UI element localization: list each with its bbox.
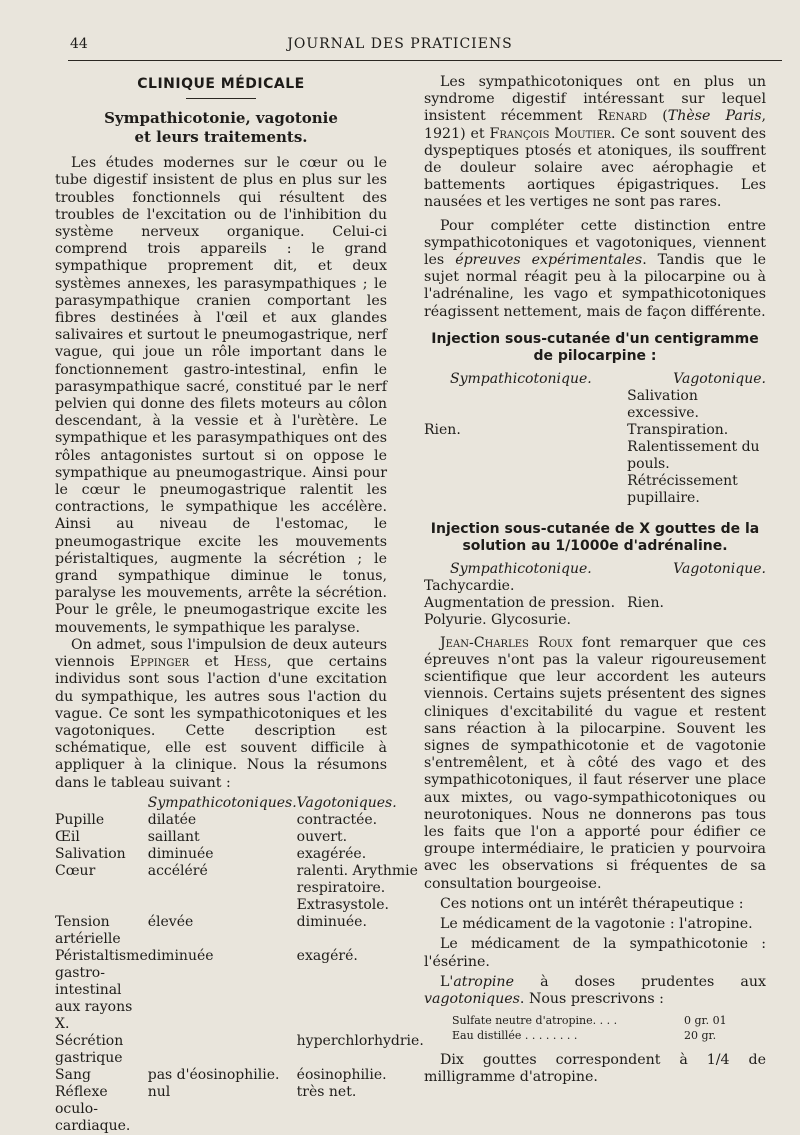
row-label: Tension artérielle: [55, 913, 121, 947]
paragraph: Le médicament de la vagotonie : l'atropine.: [440, 916, 753, 933]
reaction-line: Tachycardie.: [424, 577, 515, 594]
text-run: On admet, sous l'impulsion de deux auteurs viennois: [55, 636, 387, 671]
citation: Thèse Paris: [667, 108, 762, 125]
table-header-row: [424, 561, 766, 578]
adrenaline-heading: Injection sous-cutanée de X gouttes de la solution au 1/1000e d'adrénaline.: [430, 520, 760, 554]
reaction-line: Rétrécissement pupillaire.: [627, 472, 738, 506]
emphasis: vagotoniques: [424, 990, 520, 1007]
cell: Rien.: [424, 421, 461, 438]
text-run: . Tandis que le sujet normal réagit peu à la pilocarpine ou à l'adrénaline, les vago et sympathicotoniques réagissent nettement, mais de façon différente.: [424, 252, 766, 320]
paragraph: [55, 637, 387, 792]
row-label: Salivation: [55, 845, 126, 862]
cell: éosinophilie.: [296, 1066, 387, 1083]
paragraph: Le médicament de la sympathicotonie : l'ésérine.: [424, 936, 766, 970]
column-header: Sympathicotonique.: [450, 370, 592, 387]
cell: exagérée.: [296, 845, 367, 862]
row-label: Sang: [55, 1066, 91, 1083]
reaction-line: Augmentation de pression.: [424, 594, 616, 611]
table-header-row: [55, 795, 424, 812]
author-name: Hess: [233, 654, 268, 671]
paragraph: [424, 635, 766, 893]
text-run: L': [440, 973, 454, 990]
cell: dilatée: [147, 811, 197, 828]
column-header: Vagotonique.: [673, 370, 766, 387]
column-header: Vagotonique.: [673, 560, 766, 577]
prescription-line: [452, 1029, 727, 1042]
cell: très net.: [296, 1083, 357, 1100]
table-row: [55, 948, 424, 1033]
emphasis: épreuves expérimentales: [455, 252, 643, 269]
text-run: , 1921) et: [424, 108, 766, 142]
cell: pas d'éosinophilie.: [147, 1066, 280, 1083]
table-row: [55, 863, 424, 914]
reaction-line: Salivation excessive.: [627, 387, 699, 421]
table-row: [424, 578, 766, 629]
row-label: Pupille: [55, 811, 105, 828]
row-label: Sécrétion gastrique: [55, 1032, 124, 1066]
column-header: Sympathicotonique.: [450, 560, 592, 577]
table-row: [55, 914, 424, 948]
cell: Rien.: [627, 594, 664, 611]
prescription: [450, 1012, 729, 1044]
article-title-line-1: Sympathicotonie, vagotonie: [104, 109, 338, 128]
cell: ouvert.: [296, 828, 348, 845]
right-column: [424, 74, 766, 1087]
reaction-line: Polyurie. Glycosurie.: [424, 611, 571, 628]
author-name: Jean-Charles Roux: [440, 634, 573, 651]
text-run: font remarquer que ces épreuves n'ont pas la valeur rigoureusement scientifique que leur accordent les auteurs viennois. Certains sujets présentent des signes cliniques d'excitabilité du vague et restent sans réaction à la pilocarpine. Souvent les signes de sympathicotonie et de vagotonie s'entremêlent, et à côté des vago et des sympathicotoniques, il faut réserver une place aux mixtes, ou vago-sympathicotoniques ou neurotoniques. Nous ne donnerons pas tous les faits que l'on a apporté pour édifier ce groupe intermédiaire, le praticien y pourvoira avec les observations si fréquentes de sa consultation bourgeoise.: [424, 634, 766, 892]
row-label: Réflexe oculo-cardiaque.: [55, 1083, 131, 1134]
row-label: Cœur: [55, 862, 96, 879]
paragraph: Ces notions ont un intérêt thérapeutique :: [440, 895, 744, 912]
text-run: Les sympathicotoniques ont en plus un syndrome digestif intéressant sur lequel insistent récemment: [424, 74, 766, 125]
author-name: François Moutier: [489, 125, 612, 142]
text-run: (: [647, 108, 668, 125]
cell: élevée: [147, 913, 194, 930]
table-row: [55, 1067, 424, 1084]
ingredient: Sulfate neutre d'atropine. . . .: [452, 1014, 618, 1028]
section-rule: [186, 98, 256, 99]
running-header: JOURNAL DES PRATICIENS: [287, 36, 513, 52]
paragraph: [424, 974, 766, 1008]
left-column: [55, 76, 424, 1135]
cell: ralenti. Arythmie respiratoire. Extrasystole.: [296, 862, 418, 913]
cell: accéléré: [147, 862, 208, 879]
text-run: Pour compléter cette distinction entre sympathicotoniques et vagotoniques, viennent les: [424, 217, 766, 269]
table-row: [55, 812, 424, 829]
emphasis: atropine: [453, 973, 514, 990]
article-title: [55, 109, 387, 147]
text-run: et: [189, 654, 234, 671]
cell: diminuée: [147, 845, 214, 862]
cell: exagéré.: [296, 947, 358, 964]
text-run: , que certains individus sont sous l'action d'une excitation du sympathique, les autres sous l'action du vague. Ce sont les sympathicotoniques et les vagotoniques. Cette description est schématique, elle est souvent difficile à appliquer à la clinique. Nous la résumons dans le tableau suivant :: [55, 654, 387, 791]
paragraph: Les études modernes sur le cœur ou le tube digestif insistent de plus en plus sur les troubles fonctionnels qui résultent des troubles de l'excitation ou de l'inhibition du système nerveux organique. Celui-ci comprend trois appareils : le grand sympathique proprement dit, et deux systèmes annexes, les parasympathiques ; le parasympathique cranien comportant les fibres destinées à l'œil et aux glandes salivaires et surtout le pneumogastrique, nerf vague, qui joue un rôle important dans le fonctionnement gastro-intestinal, enfin le parasympathique sacré, constitué par le nerf pelvien qui donne des filets moteurs au côlon descendant, à la vessie et à l'urètère. Le sympathique et les parasympathiques ont des rôles antagonistes surtout si on oppose le sympathique au pneumogastrique. Ainsi pour le cœur le pneumogastrique ralentit les contractions, le sympathique les accélère. Ainsi au niveau de l'estomac, le pneumogastrique excite les mouvements péristaltiques, augmente la sécrétion ; le grand sympathique diminue le tonus, paralyse les mouvements, arrête la sécrétion. Pour le grêle, le pneumogastrique excite les mouvements, le sympathique les paralyse.: [55, 155, 387, 636]
cell: diminuée: [147, 947, 214, 964]
section-heading: CLINIQUE MÉDICALE: [137, 76, 305, 92]
comparison-table: [55, 795, 424, 1135]
cell: nul: [147, 1083, 171, 1100]
prescription-line: [452, 1014, 727, 1027]
table-row: [55, 1033, 424, 1067]
pilocarpine-table: [424, 371, 766, 507]
cell: [424, 578, 627, 629]
author-name: Renard: [597, 108, 648, 125]
page-number: 44: [70, 36, 88, 52]
table-header-row: [424, 371, 766, 388]
pilocarpine-heading: Injection sous-cutanée d'un centigramme de pilocarpine :: [431, 330, 759, 364]
text-run: . Ce sont souvent des dyspeptiques ptosés et atoniques, ils souffrent de douleur solaire avec aérophagie et battements aortiques épigastriques. Les nausées et les vertiges ne sont pas rares.: [424, 125, 766, 211]
cell: [148, 1033, 297, 1067]
author-name: Eppinger: [129, 654, 190, 671]
cell: hyperchlorhydrie.: [296, 1032, 424, 1049]
cell: [627, 388, 766, 507]
paragraph: [424, 74, 766, 212]
column-header: Vagotoniques.: [296, 794, 397, 811]
ingredient: Eau distillée . . . . . . . .: [452, 1029, 578, 1043]
row-label: Péristaltisme gastro-intestinal aux rayons X.: [55, 947, 148, 1032]
cell: saillant: [147, 828, 200, 845]
paragraph: Dix gouttes correspondent à 1/4 de milligramme d'atropine.: [424, 1052, 766, 1086]
table-row: [55, 846, 424, 863]
reaction-line: Transpiration.: [627, 421, 729, 438]
text-run: à doses prudentes aux: [513, 973, 766, 990]
paragraph: [424, 218, 766, 321]
table-row: [424, 388, 766, 507]
cell: diminuée.: [296, 913, 367, 930]
article-title-line-2: et leurs traitements.: [134, 128, 308, 147]
cell: contractée.: [296, 811, 378, 828]
header-rule: [68, 60, 782, 61]
adrenaline-table: [424, 561, 766, 629]
reaction-line: Ralentissement du pouls.: [627, 438, 760, 472]
dose: 0 gr. 01: [684, 1014, 727, 1028]
text-run: . Nous prescrivons :: [519, 990, 664, 1007]
row-label: Œil: [55, 828, 80, 845]
table-row: [55, 829, 424, 846]
dose: 20 gr.: [684, 1029, 717, 1043]
column-header: Sympathicotoniques.: [147, 794, 297, 811]
table-row: [55, 1084, 424, 1135]
